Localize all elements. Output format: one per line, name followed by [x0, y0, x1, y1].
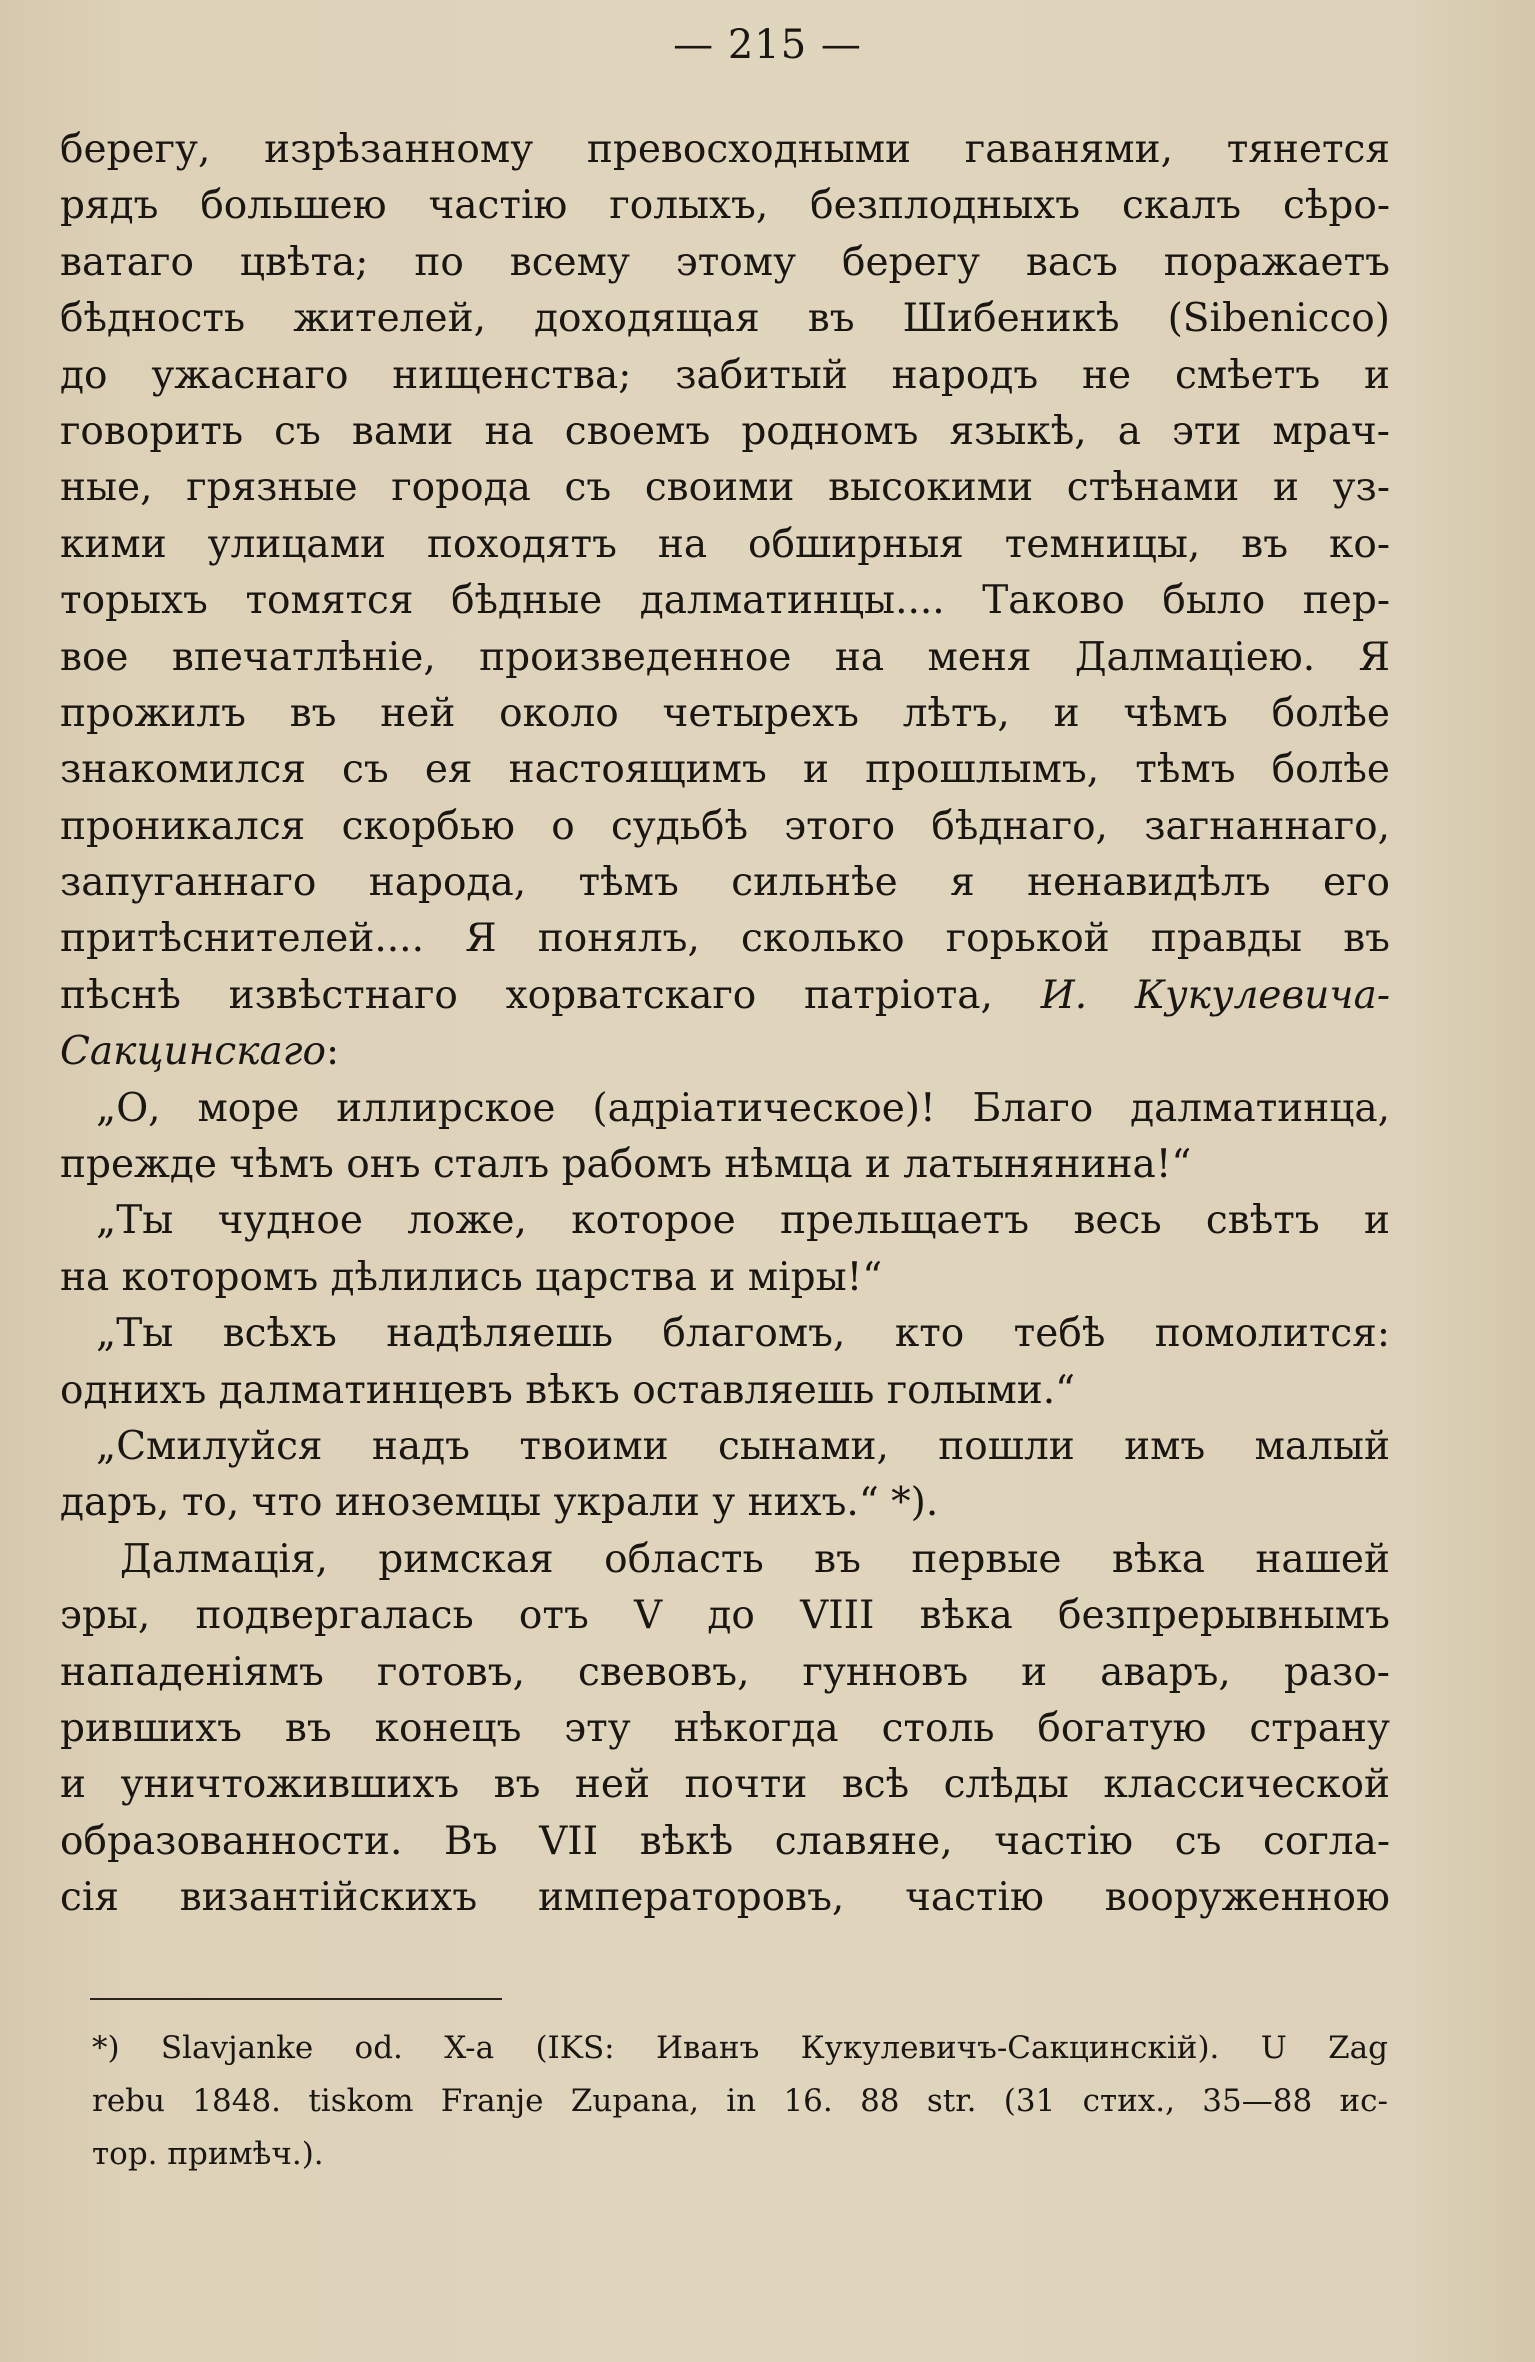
- footnote-divider: [90, 1998, 502, 2000]
- text-line: вое впечатлѣніе, произведенное на меня Далмаціею. Я: [60, 634, 1390, 680]
- paragraph-line: рившихъ въ конецъ эту нѣкогда столь богатую страну: [60, 1705, 1390, 1751]
- text-line: бѣдность жителей, доходящая въ Шибеникѣ (Sibeniсcо): [60, 296, 1390, 342]
- paragraph-line: сія византійскихъ императоровъ, частію вооруженною: [60, 1875, 1390, 1921]
- text-line: рядъ большею частію голыхъ, безплодныхъ скалъ сѣро-: [60, 183, 1390, 229]
- text-line: притѣснителей.... Я понялъ, сколько горькой правды въ: [60, 916, 1390, 962]
- text-line: знакомился съ ея настоящимъ и прошлымъ, тѣмъ болѣе: [60, 747, 1390, 793]
- paragraph-line: Далмація, римская область въ первые вѣка нашей: [120, 1536, 1390, 1582]
- paragraph-line: эры, подвергалась отъ V до VIII вѣка безпрерывнымъ: [60, 1593, 1390, 1639]
- text-fragment: пѣснѣ извѣстнаго хорватскаго патріота,: [60, 972, 993, 1018]
- verse-line: на которомъ дѣлились царства и міры!“: [60, 1254, 883, 1300]
- paragraph-line: образованности. Въ VII вѣкѣ славяне, частію съ согла-: [60, 1818, 1390, 1864]
- author-name: И. Кукулевича-: [1040, 972, 1390, 1018]
- text-line: берегу, изрѣзанному превосходными гаванями, тянется: [60, 127, 1390, 172]
- verse-line: однихъ далматинцевъ вѣкъ оставляешь голыми.“: [60, 1367, 1076, 1413]
- paragraph-line: и уничтожившихъ въ ней почти всѣ слѣды классической: [60, 1762, 1390, 1808]
- verse-line: „Смилуйся надъ твоими сынами, пошли имъ малый: [96, 1423, 1390, 1469]
- verse-line: „Ты всѣхъ надѣляешь благомъ, кто тебѣ помолится:: [96, 1311, 1390, 1357]
- page-number: — 215 —: [673, 22, 862, 68]
- text-line: ватаго цвѣта; по всему этому берегу васъ поражаетъ: [60, 239, 1390, 285]
- author-name-continued: Сакцинскаго: [60, 1029, 326, 1075]
- text-line: кими улицами походятъ на обширныя темницы, въ ко-: [60, 521, 1390, 567]
- footnote-line: *) Slavjanke od. X-a (IKS: Иванъ Кукулевичъ-Сакцинскій). U Zag: [92, 2030, 1388, 2066]
- text-line: ные, грязные города съ своими высокими стѣнами и уз-: [60, 465, 1390, 511]
- verse-line: прежде чѣмъ онъ сталъ рабомъ нѣмца и латынянина!“: [60, 1142, 1192, 1188]
- verse-line: „О, море иллирское (адріатическое)! Благо далматинца,: [96, 1085, 1390, 1131]
- footnote: [92, 2022, 1388, 2181]
- footnote-line: тор. примѣч.).: [92, 2136, 324, 2172]
- footnote-line: rebu 1848. tiskom Franje Zupana, in 16. 88 str. (31 стих., 35—88 ис-: [92, 2083, 1388, 2119]
- text-line: запуганнаго народа, тѣмъ сильнѣе я ненавидѣлъ его: [60, 860, 1390, 906]
- main-text: [60, 122, 1390, 1927]
- verse-line: даръ, то, что иноземцы украли у нихъ.“ *).: [60, 1480, 939, 1526]
- paragraph-line: нападеніямъ готовъ, свевовъ, гунновъ и аваръ, разо-: [60, 1649, 1390, 1695]
- text-line: проникался скорбью о судьбѣ этого бѣднаго, загнаннаго,: [60, 803, 1390, 849]
- text-line-with-author: [60, 968, 1390, 1024]
- colon: :: [325, 1029, 340, 1075]
- text-line: торыхъ томятся бѣдные далматинцы.... Таково было пер-: [60, 578, 1390, 624]
- text-line-author: [60, 1024, 1390, 1080]
- verse-line: „Ты чудное ложе, которое прельщаетъ весь свѣтъ и: [96, 1198, 1390, 1244]
- text-line: до ужаснаго нищенства; забитый народъ не смѣетъ и: [60, 352, 1390, 398]
- text-line: говорить съ вами на своемъ родномъ языкѣ, а эти мрач-: [60, 408, 1390, 454]
- text-line: прожилъ въ ней около четырехъ лѣтъ, и чѣмъ болѣе: [60, 690, 1390, 736]
